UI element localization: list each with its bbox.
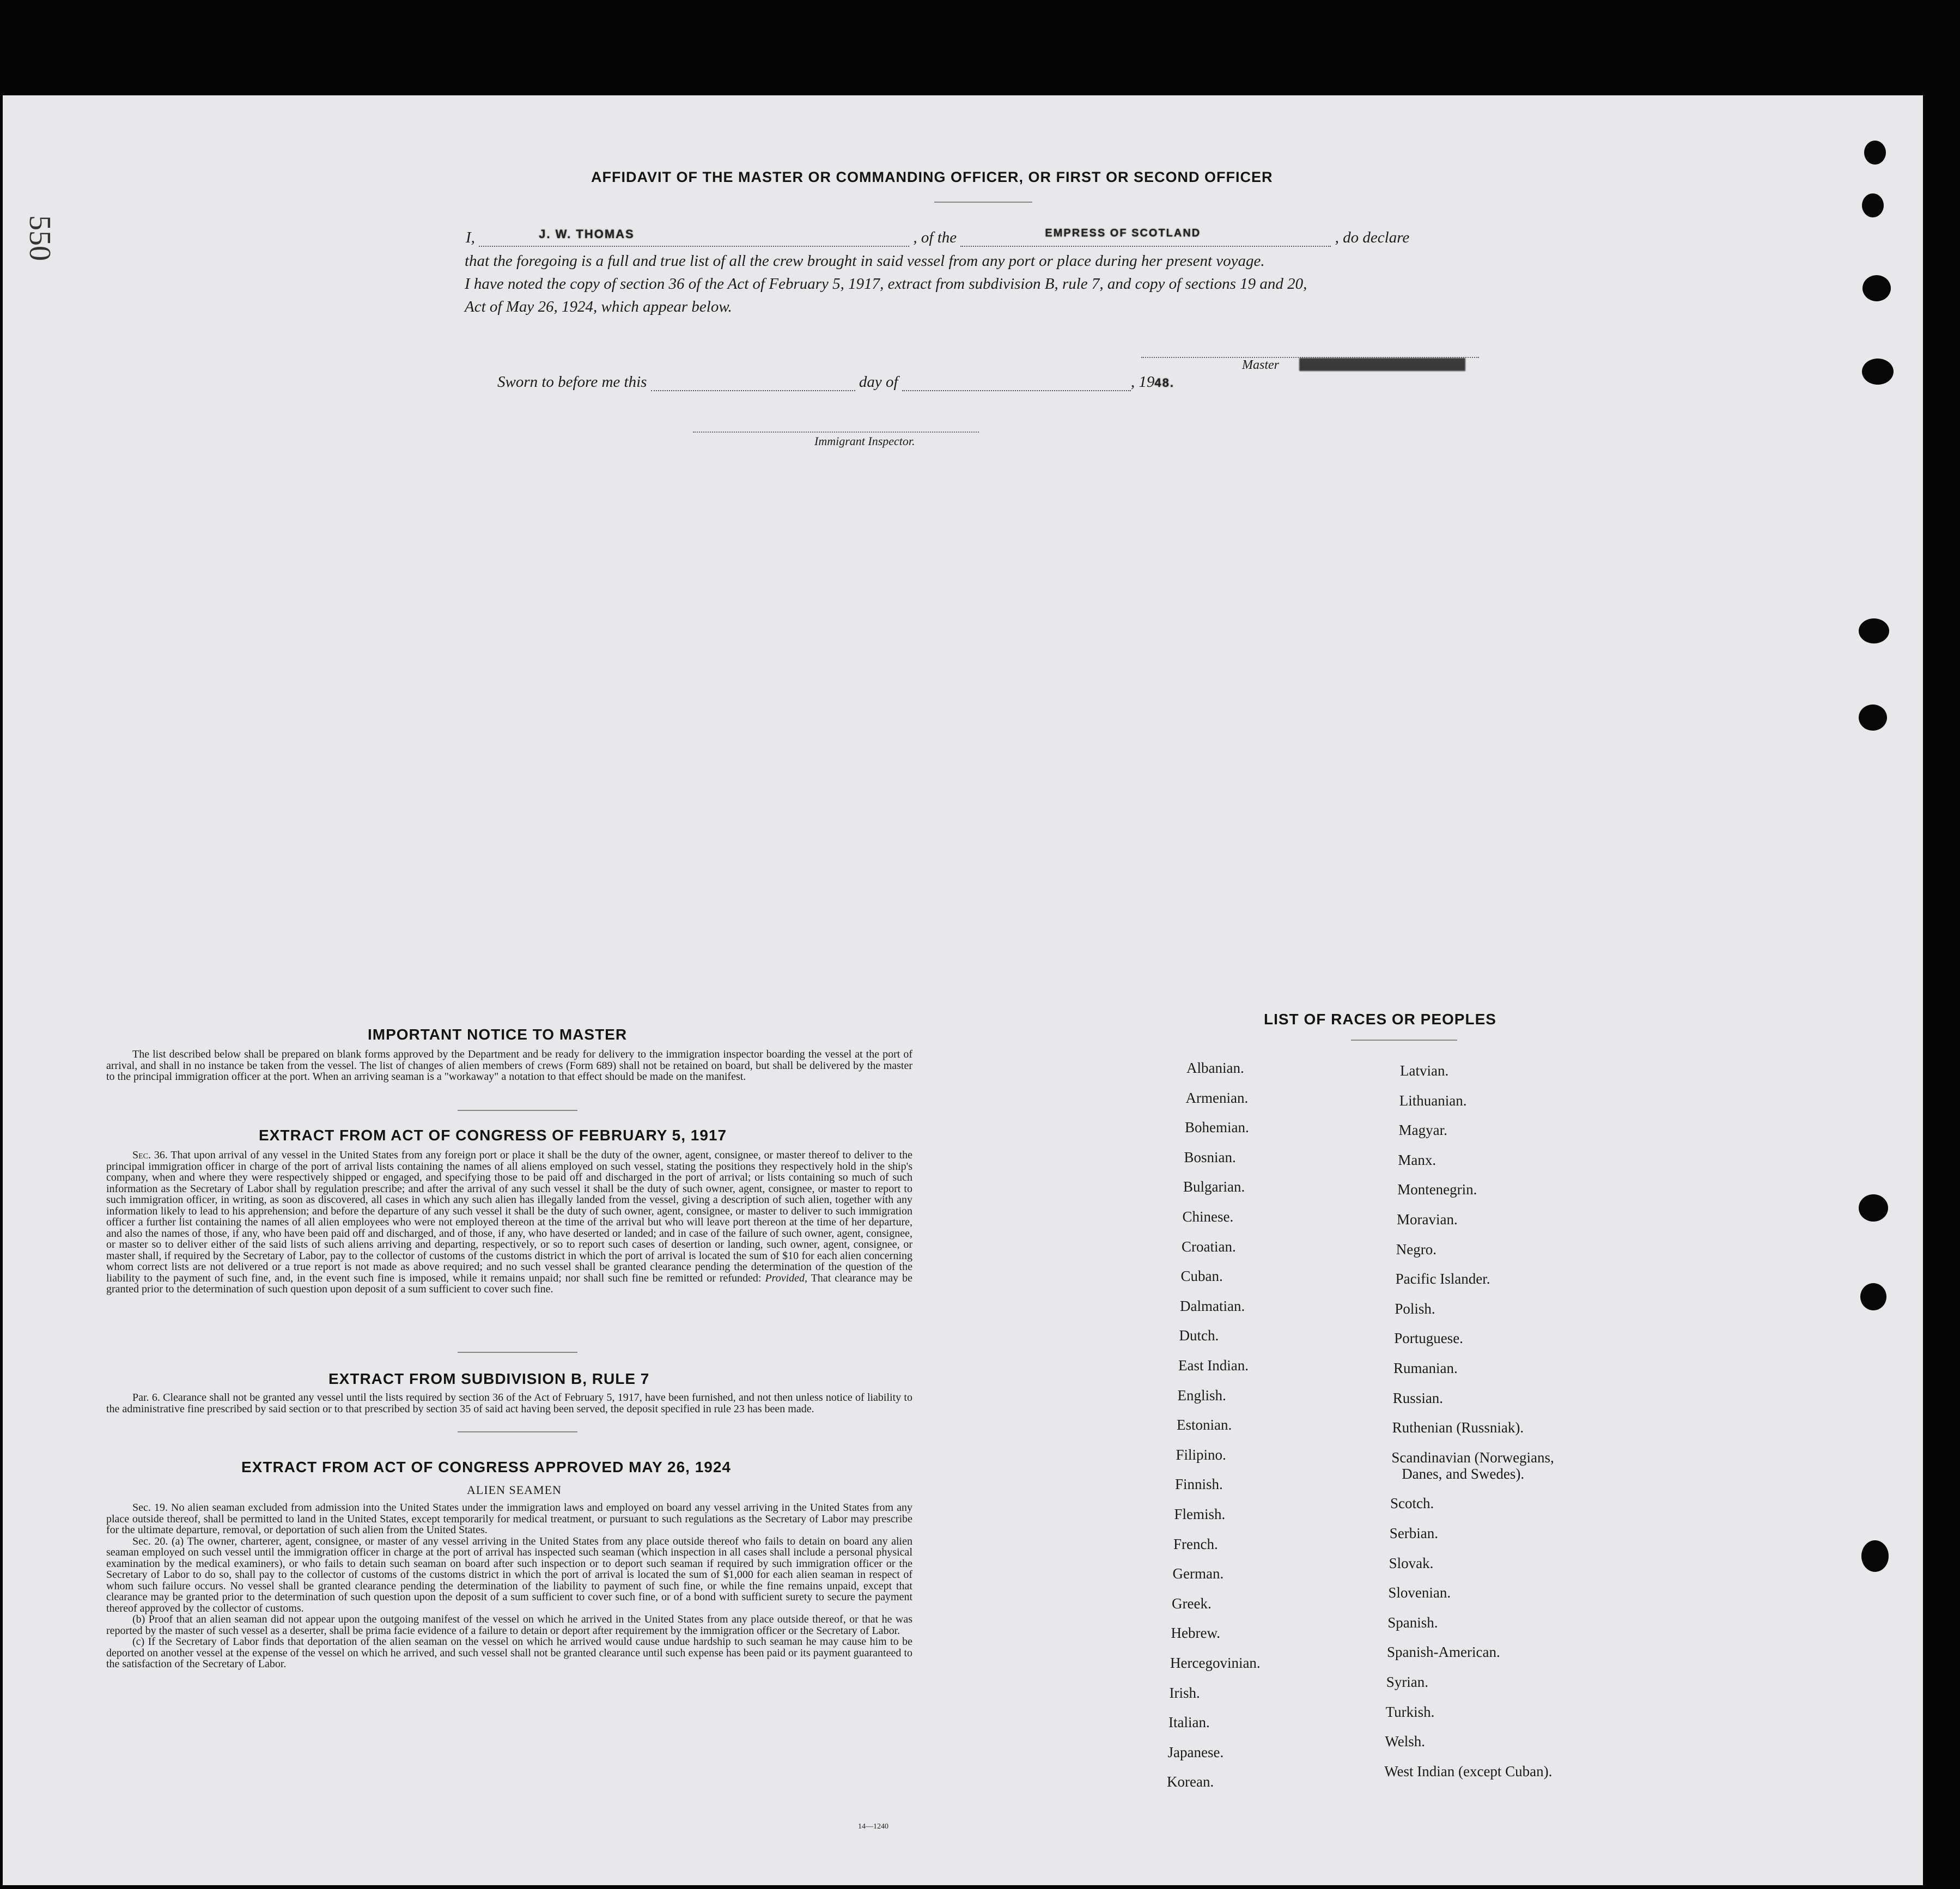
race-item: Lithuanian. (1399, 1092, 1467, 1109)
extract-1924-body (106, 1502, 912, 1670)
race-item: English. (1177, 1387, 1226, 1404)
redacted-title (1299, 358, 1465, 371)
rule-7-divider (458, 1431, 577, 1432)
races-divider (1351, 1040, 1457, 1041)
extract-1917-body (106, 1150, 912, 1295)
extract-1924-title: EXTRACT FROM ACT OF CONGRESS APPROVED MAY 26, 1924 (241, 1459, 731, 1475)
race-item: Syrian. (1386, 1674, 1429, 1690)
sec-36-label: Sec. 36. (132, 1149, 168, 1161)
race-item: Moravian. (1397, 1211, 1458, 1228)
affidavit-line-1 (466, 229, 1501, 247)
form-number: 14—1240 (858, 1823, 888, 1831)
rule-7-title: EXTRACT FROM SUBDIVISION B, RULE 7 (328, 1370, 650, 1387)
race-item: Rumanian. (1393, 1360, 1458, 1376)
sworn-day-field (651, 376, 855, 391)
inspector-signature-line (693, 430, 979, 433)
race-item: Irish. (1169, 1684, 1200, 1701)
race-item: Polish. (1395, 1300, 1435, 1317)
alien-seamen-subtitle: ALIEN SEAMEN (467, 1483, 562, 1497)
master-name-value: J. W. THOMAS (539, 227, 635, 241)
sworn-line (497, 373, 1174, 391)
title-divider (934, 202, 1032, 203)
punch-hole (1859, 1194, 1888, 1222)
punch-hole (1864, 141, 1886, 165)
race-item: Negro. (1396, 1241, 1437, 1258)
day-of-label: day of (859, 373, 898, 391)
race-item: Chinese. (1182, 1208, 1234, 1225)
of-the-label: , of the (913, 229, 957, 246)
vessel-name-field (960, 229, 1331, 247)
punch-hole (1862, 193, 1884, 217)
punch-hole (1862, 359, 1894, 385)
affidavit-line-4: Act of May 26, 1924, which appear below. (465, 298, 732, 315)
affidavit-line-3: I have noted the copy of section 36 of the Act of February 5, 1917, extract from subdivision B, rule 7, and copy of sections 19 and 20, (465, 275, 1307, 293)
margin-page-number: 550 (23, 215, 57, 261)
race-item: Slovak. (1389, 1554, 1434, 1571)
race-item: Scandinavian (Norwegians, (1391, 1449, 1554, 1466)
proviso-word: Provided, (765, 1272, 808, 1284)
race-item: Ruthenian (Russniak). (1392, 1419, 1524, 1436)
master-name-field (479, 229, 909, 247)
i-label: I, (466, 229, 475, 246)
race-item: Manx. (1398, 1151, 1436, 1168)
sec-20c-text: (c) If the Secretary of Labor finds that deportation of the alien seaman on the vessel on which he arrived would cause undue hardship to such seaman he may cause him to be deported on another vessel at the expense of the vessel on which he arrived, and such vessel shall not be granted clearance until such expense has been paid or its payment guaranteed to the satisfaction of the Secretary of Labor. (106, 1636, 912, 1670)
punch-hole (1862, 275, 1891, 301)
race-item: Scotch. (1390, 1495, 1434, 1512)
race-item: Danes, and Swedes). (1402, 1465, 1525, 1482)
race-item: Cuban. (1180, 1268, 1223, 1285)
race-item: Dalmatian. (1180, 1297, 1245, 1314)
punch-hole (1859, 618, 1889, 643)
race-item: Flemish. (1174, 1506, 1226, 1522)
race-item: Croatian. (1182, 1238, 1236, 1255)
document-page (3, 95, 1923, 1885)
rule-7-body: Par. 6. Clearance shall not be granted any vessel until the lists required by section 36 of the Act of February 5, 1917, have been furnished, and not then unless notice of liability to the administrative fine prescribed by said section or to that prescribed by section 35 of said act having been served, the deposit specified in rule 23 has been made. (106, 1392, 912, 1415)
punch-hole (1860, 1283, 1886, 1310)
race-item: Russian. (1392, 1389, 1444, 1406)
extract-1917-divider (458, 1352, 577, 1353)
race-item: Montenegrin. (1397, 1181, 1477, 1198)
race-item: Finnish. (1175, 1476, 1223, 1493)
race-item: Hercegovinian. (1170, 1655, 1261, 1671)
race-item: Latvian. (1400, 1062, 1449, 1079)
sworn-month-field (902, 376, 1131, 391)
race-item: Serbian. (1389, 1525, 1439, 1541)
race-item: Estonian. (1177, 1417, 1232, 1434)
race-item: Dutch. (1179, 1327, 1219, 1344)
inspector-label: Immigrant Inspector. (814, 434, 915, 448)
master-label: Master (1242, 358, 1279, 372)
sec-20b-text: (b) Proof that an alien seaman did not appear upon the outgoing manifest of the vessel on which he arrived in the United States from any place outside thereof, or that he was reported by the master of such vessel as a deserter, shall be prima facie evidence of a failure to detain or deport after requirement by the immigration officer or the Secretary of Labor. (106, 1613, 912, 1637)
notice-title: IMPORTANT NOTICE TO MASTER (368, 1026, 628, 1043)
extract-1917-title: EXTRACT FROM ACT OF CONGRESS OF FEBRUARY 5, 1917 (259, 1127, 727, 1144)
notice-divider (458, 1110, 577, 1111)
race-item: Albanian. (1186, 1060, 1244, 1076)
sec-20a-text: Sec. 20. (a) The owner, charterer, agent, consignee, or master of any vessel arriving in the United States from any place outside thereof who fails to detain on board any alien seaman employed on such vessel until the immigration officer in charge at the port of arrival has inspected such seaman (which inspection in all cases shall include a personal physical examination by the medical examiners), or who fails to detain such seaman on board after such inspection or to deport such seaman if required by such immigration officer or the Secretary of Labor to do so, shall pay to the collector of customs of the customs district in which the port of arrival is located the sum of $1,000 for each alien seaman in respect of whom such failure occurs. No vessel shall be granted clearance pending the determination of the liability to payment of such fine, or while the fine remains unpaid, except that clearance may be granted prior to the determination of such question upon the deposit of a sum sufficient to cover such fine, or of a bond with sufficient surety to secure the payment thereof approved by the collector of customs. (106, 1535, 912, 1614)
do-declare-label: , do declare (1335, 229, 1410, 246)
race-item: Bosnian. (1184, 1149, 1236, 1165)
race-item: Greek. (1172, 1595, 1212, 1612)
punch-hole (1861, 1540, 1889, 1572)
race-item: Bulgarian. (1183, 1179, 1245, 1195)
race-item: Hebrew. (1171, 1625, 1220, 1642)
race-item: Korean. (1167, 1773, 1214, 1790)
punch-hole (1859, 704, 1887, 731)
race-item: French. (1173, 1535, 1218, 1552)
race-item: East Indian. (1178, 1357, 1249, 1374)
vessel-name-value: EMPRESS OF SCOTLAND (1045, 227, 1201, 239)
race-item: Bohemian. (1185, 1119, 1249, 1136)
year-label: , 19 (1130, 373, 1155, 391)
race-item: Turkish. (1385, 1703, 1435, 1720)
race-item: Armenian. (1185, 1089, 1249, 1106)
race-item: Spanish-American. (1387, 1644, 1500, 1661)
race-item: Japanese. (1167, 1744, 1224, 1760)
year-value: 48. (1154, 376, 1174, 390)
race-item: Portuguese. (1394, 1330, 1463, 1347)
affidavit-line-2: that the foregoing is a full and true list of all the crew brought in said vessel from any port or place during her present voyage. (465, 252, 1265, 270)
sec-36-text: That upon arrival of any vessel in the United States from any foreign port or place it shall be the duty of the owner, agent, consignee, or master thereof to deliver to the principal immigration officer in charge of the port of arrival lists containing the names of all aliens employed on such vessel, stating the positions they respectively hold in the ship's company, when and where they were respectively shipped or engaged, and specifying those to be paid off and discharged in the port of arrival; or lists containing so much of such information as the Secretary of Labor shall by regulation prescribe; and after the arrival of any such vessel it shall be the duty of such owner, agent, consignee, or master to report to such immigration officer, in writing, as soon as discovered, all cases in which any such alien has illegally landed from the vessel, giving a description of such alien, together with any information likely to lead to his apprehension; and before the departure of any such vessel it shall be the duty of such owner, agent, consignee, or master to deliver to such immigration officer a further list containing the names of all alien employees who were not employed thereon at the time of the arrival but who will leave port thereon at the time of her departure, and also the names of those, if any, who have been paid off and discharged, and of those, if any, who have deserted or landed; and in case of the failure of such owner, agent, consignee, or master so to deliver either of the said lists of such aliens arriving and departing, respectively, or so to report such cases of desertion or landing, such owner, agent, consignee, or master shall, if required by the Secretary of Labor, pay to the collector of customs of the customs district in which the port of arrival is located the sum of $10 for each alien concerning whom correct lists are not delivered or a true report is not made as above required; and no such vessel shall be granted clearance pending the determination of the question of the liability to the payment of such fine, and, in the event such fine is imposed, while it remains unpaid; nor shall such fine be remitted or refunded: (106, 1149, 913, 1284)
race-item: Welsh. (1385, 1733, 1425, 1750)
notice-body: The list described below shall be prepared on blank forms approved by the Department and be ready for delivery to the immigration inspector boarding the vessel at the port of arrival, and shall in no instance be taken from the vessel. The list of changes of alien members of crews (Form 689) shall not be retained on board, but shall be delivered by the master to the principal immigration officer at the port. When an arriving seaman is a "workaway" a notation to that effect should be made on the manifest. (106, 1048, 912, 1083)
race-item: West Indian (except Cuban). (1384, 1763, 1553, 1779)
race-item: Pacific Islander. (1395, 1271, 1490, 1287)
race-item: Filipino. (1176, 1446, 1226, 1463)
race-item: German. (1172, 1565, 1224, 1582)
affidavit-title: AFFIDAVIT OF THE MASTER OR COMMANDING OFFICER, OR FIRST OR SECOND OFFICER (591, 169, 1273, 185)
races-title: LIST OF RACES OR PEOPLES (1264, 1011, 1496, 1028)
race-item: Spanish. (1387, 1614, 1438, 1631)
race-item: Magyar. (1398, 1122, 1447, 1139)
race-item: Slovenian. (1388, 1584, 1451, 1601)
sworn-label: Sworn to before me this (497, 373, 647, 391)
race-item: Italian. (1168, 1714, 1210, 1731)
proviso-text: That clearance may be granted prior to the determination of such question upon deposit of a sum sufficient to cover such fine. (106, 1272, 912, 1295)
sec-19-text: Sec. 19. No alien seaman excluded from admission into the United States under the immigration laws and employed on board any vessel arriving in the United States from any place outside thereof, shall be permitted to land in the United States, except temporarily for medical treatment, or pursuant to such regulations as the Secretary of Labor may prescribe for the ultimate departure, removal, or deportation of such alien from the United States. (106, 1502, 912, 1536)
